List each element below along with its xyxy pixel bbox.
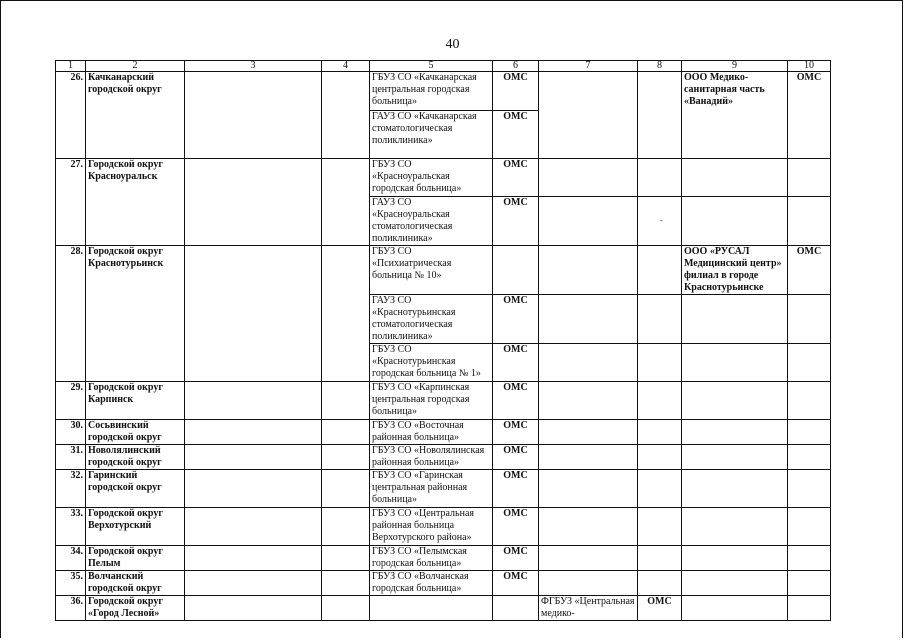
facilities-table: [55, 60, 831, 621]
district-name: Новолялинский городской округ: [86, 445, 185, 470]
facility-name: ГБУЗ СО «Центральная районная больница Верхотурского района»: [370, 508, 493, 546]
oms-status: ОМС: [493, 295, 539, 344]
empty-cell: [788, 596, 831, 621]
facility-name: ГБУЗ СО «Красноуральская городская больница»: [370, 159, 493, 197]
empty-cell: [539, 382, 638, 420]
column-header: 1: [56, 61, 86, 72]
other-oms-status: ОМС: [788, 72, 831, 159]
row-number: 34.: [56, 546, 86, 571]
row-number: 27.: [56, 159, 86, 246]
empty-cell: [185, 596, 322, 621]
empty-cell: [638, 382, 682, 420]
empty-cell: [788, 571, 831, 596]
district-name: Городской округ Краснотурьинск: [86, 246, 185, 382]
oms-status: ОМС: [493, 111, 539, 159]
facility-name: ГБУЗ СО «Волчанская городская больница»: [370, 571, 493, 596]
empty-cell: [638, 470, 682, 508]
empty-cell: [493, 246, 539, 295]
empty-cell: [638, 546, 682, 571]
table-row: [56, 546, 831, 571]
empty-cell: [370, 596, 493, 621]
header-row: [56, 61, 831, 72]
empty-cell: [638, 344, 682, 382]
table-row: [56, 508, 831, 546]
empty-cell: [322, 508, 370, 546]
empty-cell: [539, 197, 638, 246]
oms-status: ОМС: [493, 420, 539, 445]
row-number: 36.: [56, 596, 86, 621]
empty-cell: [493, 596, 539, 621]
empty-cell: [322, 470, 370, 508]
column-header: 10: [788, 61, 831, 72]
other-oms-status: ОМС: [788, 246, 831, 295]
empty-cell: [682, 571, 788, 596]
empty-cell: [322, 246, 370, 382]
column-header: 3: [185, 61, 322, 72]
empty-cell: [185, 72, 322, 159]
empty-cell: [682, 344, 788, 382]
table-row: [56, 246, 831, 295]
row-number: 30.: [56, 420, 86, 445]
federal-oms-status: ОМС: [638, 596, 682, 621]
table-row: [56, 571, 831, 596]
column-header: 5: [370, 61, 493, 72]
empty-cell: [185, 246, 322, 382]
empty-cell: [682, 382, 788, 420]
facility-name: ГБУЗ СО «Пелымская городская больница»: [370, 546, 493, 571]
empty-cell: [185, 470, 322, 508]
empty-cell: [788, 344, 831, 382]
facility-name: ГАУЗ СО «Краснотурьинская стоматологическая поликлиника»: [370, 295, 493, 344]
empty-cell: [185, 546, 322, 571]
empty-cell: [682, 295, 788, 344]
empty-cell: [539, 571, 638, 596]
empty-cell: [638, 295, 682, 344]
empty-cell: [539, 546, 638, 571]
empty-cell: [682, 420, 788, 445]
column-header: 2: [86, 61, 185, 72]
empty-cell: [322, 382, 370, 420]
empty-cell: [638, 159, 682, 197]
empty-cell: [185, 445, 322, 470]
empty-cell: [322, 159, 370, 246]
empty-cell: [788, 197, 831, 246]
table-row: [56, 470, 831, 508]
oms-status: ОМС: [493, 197, 539, 246]
empty-cell: [322, 420, 370, 445]
empty-cell: [788, 445, 831, 470]
district-name: Городской округ Пелым: [86, 546, 185, 571]
district-name: Качканарский городской округ: [86, 72, 185, 159]
facility-name: ГАУЗ СО «Красноуральская стоматологическая поликлиника»: [370, 197, 493, 246]
empty-cell: [322, 72, 370, 159]
federal-organization: ФГБУЗ «Центральная медико-: [539, 596, 638, 621]
empty-cell: [682, 470, 788, 508]
row-number: 29.: [56, 382, 86, 420]
empty-cell: [638, 571, 682, 596]
empty-cell: [788, 159, 831, 197]
empty-cell: [682, 159, 788, 197]
empty-cell: [788, 295, 831, 344]
column-header: 8: [638, 61, 682, 72]
table-row: [56, 382, 831, 420]
district-name: Гаринский городской округ: [86, 470, 185, 508]
row-number: 28.: [56, 246, 86, 382]
district-name: Городской округ Верхотурский: [86, 508, 185, 546]
empty-cell: [682, 596, 788, 621]
facility-name: ГБУЗ СО «Гаринская центральная районная больница»: [370, 470, 493, 508]
oms-status: ОМС: [493, 571, 539, 596]
table-row: [56, 420, 831, 445]
table-row: [56, 72, 831, 111]
empty-cell: [185, 420, 322, 445]
oms-status: ОМС: [493, 344, 539, 382]
oms-status: ОМС: [493, 508, 539, 546]
empty-cell: [539, 420, 638, 445]
other-organization: ООО Медико-санитарная часть «Ванадий»: [682, 72, 788, 159]
facility-name: ГАУЗ СО «Качканарская стоматологическая поликлиника»: [370, 111, 493, 159]
table-row: [56, 596, 831, 621]
row-number: 33.: [56, 508, 86, 546]
empty-cell: [638, 508, 682, 546]
empty-cell: [539, 246, 638, 295]
oms-status: ОМС: [493, 72, 539, 111]
facility-name: ГБУЗ СО «Восточная районная больница»: [370, 420, 493, 445]
empty-cell: [322, 546, 370, 571]
oms-status: ОМС: [493, 546, 539, 571]
empty-cell: [638, 246, 682, 295]
empty-cell: [185, 159, 322, 246]
empty-cell: [788, 420, 831, 445]
table-row: [56, 159, 831, 197]
empty-cell: [539, 344, 638, 382]
facility-name: ГБУЗ СО «Новолялинская районная больница»: [370, 445, 493, 470]
empty-cell: [638, 72, 682, 159]
empty-cell: [788, 382, 831, 420]
empty-cell: [185, 382, 322, 420]
empty-cell: [539, 159, 638, 197]
empty-cell: [539, 445, 638, 470]
empty-cell: [682, 508, 788, 546]
other-organization: ООО «РУСАЛ Медицинский центр» филиал в городе Краснотурьинске: [682, 246, 788, 295]
column-header: 6: [493, 61, 539, 72]
empty-cell: [539, 508, 638, 546]
oms-status: ОМС: [493, 159, 539, 197]
facility-name: ГБУЗ СО «Качканарская центральная городская больница»: [370, 72, 493, 111]
empty-cell: [788, 508, 831, 546]
scan-mark: -: [660, 216, 663, 225]
empty-cell: [638, 445, 682, 470]
district-name: Городской округ Карпинск: [86, 382, 185, 420]
empty-cell: [788, 546, 831, 571]
empty-cell: [185, 508, 322, 546]
district-name: Городской округ Красноуральск: [86, 159, 185, 246]
empty-cell: [322, 445, 370, 470]
table-row: [56, 445, 831, 470]
empty-cell: [682, 197, 788, 246]
empty-cell: [185, 571, 322, 596]
district-name: Волчанский городской округ: [86, 571, 185, 596]
oms-status: ОМС: [493, 445, 539, 470]
district-name: Городской округ «Город Лесной»: [86, 596, 185, 621]
district-name: Сосьвинский городской округ: [86, 420, 185, 445]
empty-cell: [322, 571, 370, 596]
column-header: 4: [322, 61, 370, 72]
oms-status: ОМС: [493, 382, 539, 420]
empty-cell: [322, 596, 370, 621]
row-number: 31.: [56, 445, 86, 470]
facility-name: ГБУЗ СО «Карпинская центральная городская больница»: [370, 382, 493, 420]
row-number: 26.: [56, 72, 86, 159]
empty-cell: [682, 546, 788, 571]
oms-status: ОМС: [493, 470, 539, 508]
empty-cell: [539, 470, 638, 508]
row-number: 32.: [56, 470, 86, 508]
row-number: 35.: [56, 571, 86, 596]
column-header: 7: [539, 61, 638, 72]
empty-cell: [539, 295, 638, 344]
empty-cell: [539, 72, 638, 159]
facility-name: ГБУЗ СО «Психиатрическая больница № 10»: [370, 246, 493, 295]
page-number: 40: [445, 37, 460, 52]
column-header: 9: [682, 61, 788, 72]
empty-cell: [682, 445, 788, 470]
empty-cell: [788, 470, 831, 508]
facility-name: ГБУЗ СО «Краснотурьинская городская больница № 1»: [370, 344, 493, 382]
empty-cell: [638, 420, 682, 445]
